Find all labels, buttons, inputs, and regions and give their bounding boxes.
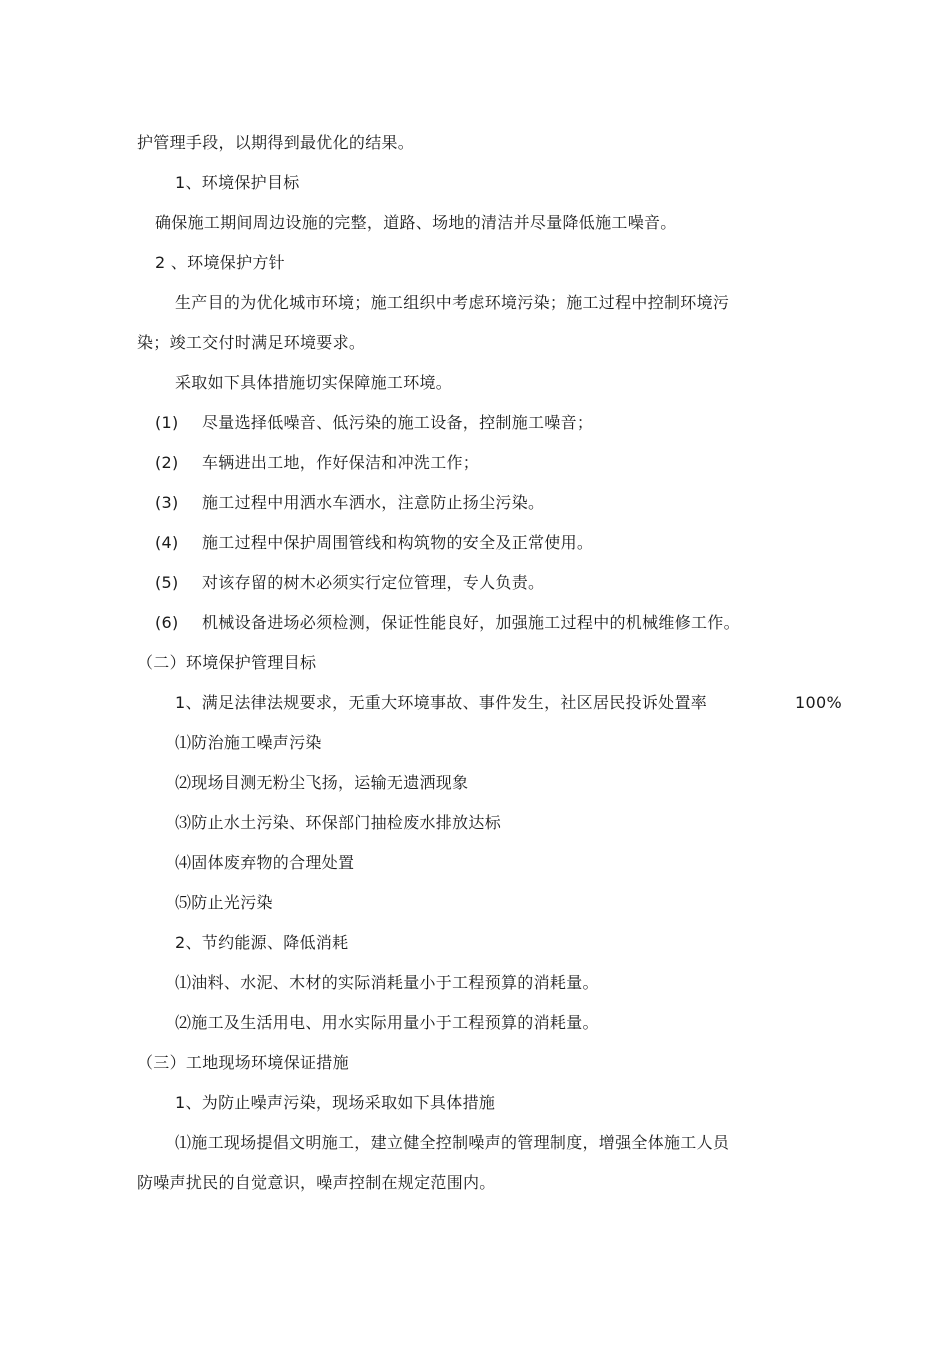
measure-item: [155, 573, 544, 593]
measure-number: (5): [155, 573, 179, 592]
goal-item: 2、节约能源、降低消耗: [175, 933, 349, 952]
measure-text: 施工过程中保护周围管线和构筑物的安全及正常使用。: [202, 533, 594, 552]
sub-item: ⑴油料、水泥、木材的实际消耗量小于工程预算的消耗量。: [175, 973, 599, 992]
sub-item: ⑴防治施工噪声污染: [175, 733, 322, 752]
goal-percent: 100%: [795, 693, 842, 712]
measure-number: (4): [155, 533, 179, 552]
paragraph-line: 染；竣工交付时满足环境要求。: [137, 333, 366, 352]
measure-item: [155, 413, 593, 433]
sub-item: ⑸防止光污染: [175, 893, 273, 912]
measure-item: [155, 533, 593, 553]
paragraph-line: 采取如下具体措施切实保障施工环境。: [175, 373, 453, 392]
measure-item: [155, 613, 740, 633]
section-heading: （三）工地现场环境保证措施: [137, 1053, 349, 1072]
section-heading: （二）环境保护管理目标: [137, 653, 317, 672]
goal-item: [175, 693, 875, 713]
measure-text: 施工过程中用洒水车洒水，注意防止扬尘污染。: [202, 493, 545, 512]
paragraph-line: 护管理手段，以期得到最优化的结果。: [137, 133, 415, 152]
heading-environment-policy: 2 、环境保护方针: [155, 253, 285, 272]
sub-item: ⑷固体废弃物的合理处置: [175, 853, 355, 872]
paragraph-line: 确保施工期间周边设施的完整，道路、场地的清洁并尽量降低施工噪音。: [155, 213, 677, 232]
measure-item: [155, 493, 544, 513]
measure-heading: 1、为防止噪声污染，现场采取如下具体措施: [175, 1093, 496, 1112]
measure-item: [155, 453, 479, 473]
measure-text: 尽量选择低噪音、低污染的施工设备，控制施工噪音；: [202, 413, 594, 432]
heading-environment-goal: 1、环境保护目标: [175, 173, 300, 192]
paragraph-line: ⑴施工现场提倡文明施工，建立健全控制噪声的管理制度，增强全体施工人员: [175, 1133, 730, 1152]
measure-text: 车辆进出工地，作好保洁和冲洗工作；: [202, 453, 480, 472]
sub-item: ⑵现场目测无粉尘飞扬，运输无遗洒现象: [175, 773, 469, 792]
measure-number: (6): [155, 613, 179, 632]
goal-text: 1、满足法律法规要求，无重大环境事故、事件发生，社区居民投诉处置率: [175, 693, 708, 712]
measure-number: (3): [155, 493, 179, 512]
sub-item: ⑶防止水土污染、环保部门抽检废水排放达标: [175, 813, 502, 832]
sub-item: ⑵施工及生活用电、用水实际用量小于工程预算的消耗量。: [175, 1013, 599, 1032]
paragraph-line: 防噪声扰民的自觉意识，噪声控制在规定范围内。: [137, 1173, 496, 1192]
measure-number: (2): [155, 453, 179, 472]
measure-number: (1): [155, 413, 179, 432]
measure-text: 对该存留的树木必须实行定位管理，专人负责。: [202, 573, 545, 592]
measure-text: 机械设备进场必须检测，保证性能良好，加强施工过程中的机械维修工作。: [202, 613, 740, 632]
paragraph-line: 生产目的为优化城市环境；施工组织中考虑环境污染；施工过程中控制环境污: [175, 293, 730, 312]
